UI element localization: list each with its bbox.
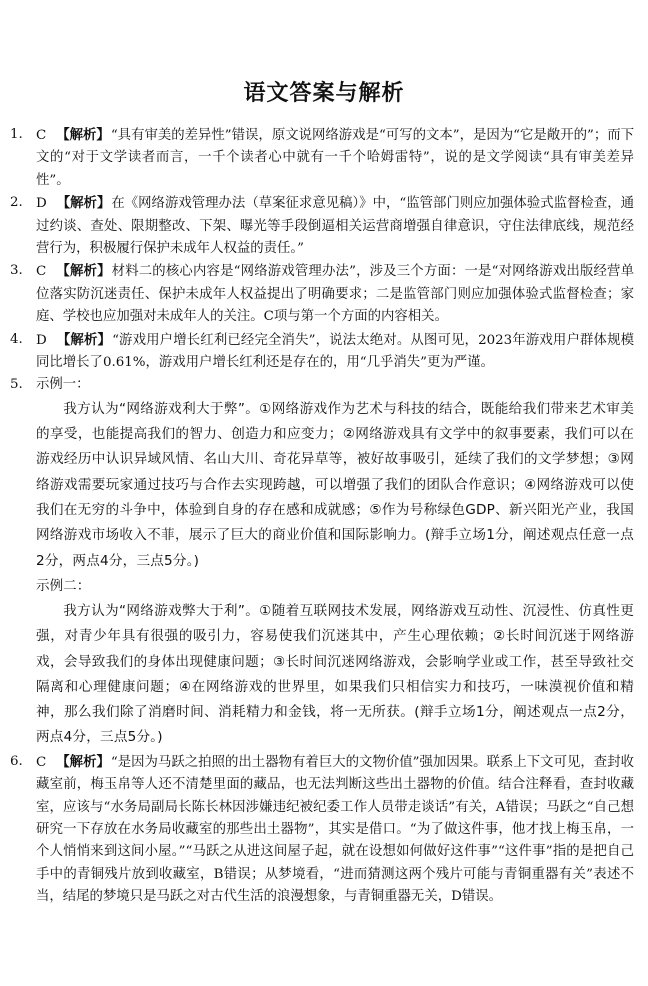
sample2-label: 示例二：: [36, 577, 91, 594]
analysis-tag: 【解析】: [56, 127, 110, 143]
item-answer: C: [36, 754, 47, 770]
sample1-heading: [10, 374, 634, 396]
item-text: “是因为马跃之拍照的出土器物有着巨大的文物价值”强加因果。联系上下文可见，查封收藏室前，梅玉帛等人还不清楚里面的藏品，也无法判断这些出土器物的价值。结合注释看，查封收藏室，应该与“水务局副局长陈长林因涉嫌违纪被纪委工作人员带走谈话”有关，A错误；马跃之“自己想研究一下存放在水务局收藏室的那些出土器物”，其实是借口。“为了做这件事，他才找上梅玉帛，一个人悄悄来到这间小屋。”“马跃之从进这间屋子起，就在设想如何做好这件事”“这件事”指的是把自己手中的青铜残片放到收藏室，B错误；从梦境看，“进而猜测这两个残片可能与青铜重器有关”表述不当，结尾的梦境只是马跃之对古代生活的浪漫想象，与青铜重器无关，D错误。: [36, 754, 634, 905]
analysis-tag: 【解析】: [56, 753, 110, 770]
analysis-tag: 【解析】: [56, 195, 111, 212]
answer-item-6: [10, 751, 634, 909]
answer-item-3: [10, 260, 634, 328]
item-number: 1.: [10, 127, 23, 142]
item-number: 2.: [10, 195, 23, 211]
answer-item-1: [10, 124, 634, 192]
item-answer: C: [36, 128, 47, 143]
answer-item-2: [10, 192, 634, 260]
item-number: 3.: [10, 263, 23, 279]
item-answer: D: [36, 332, 47, 348]
item-text: “游戏用户增长红利已经完全消失”，说法太绝对。从图可见，2023年游戏用户群体规模同比增长了0.61%，游戏用户增长红利还是存在的，用“几乎消失”更为严谨。: [36, 332, 634, 371]
analysis-tag: 【解析】: [56, 263, 111, 280]
item-text: 在《网络游戏管理办法（草案征求意见稿）》中，“监管部门则应加强体验式监督检查，通过约谈、查处、限期整改、下架、曝光等手段倒逼相关运营商增强自律意识，守住法律底线，规范经营行为，积极履行保护未成年人权益的责任。”: [36, 196, 634, 257]
page-title: 语文答案与解析: [243, 80, 405, 106]
analysis-tag: 【解析】: [56, 331, 112, 348]
item-answer: D: [36, 196, 47, 212]
answer-item-5: [10, 374, 634, 750]
answer-item-4: [10, 329, 634, 375]
answer-list: [10, 124, 634, 909]
sample2-paragraph: 我方认为“网络游戏弊大于利”。①随着互联网技术发展，网络游戏互动性、沉浸性、仿真性更强，对青少年具有很强的吸引力，容易使我们沉迷其中，产生心理依赖；②长时间沉迷于网络游戏，会导致我们的身体出现健康问题；③长时间沉迷网络游戏，会影响学业或工作，甚至导致社交隔离和心理健康问题；④在网络游戏的世界里，如果我们只相信实力和技巧，一味漠视价值和精神，那么我们除了消磨时间、消耗精力和金钱，将一无所获。(辩手立场1分，阐述观点一点2分，两点4分，三点5分。): [36, 602, 634, 746]
item-text: “具有审美的差异性”错误，原文说网络游戏是“可写的文本”，是因为“它是敞开的”；而下文的“对于文学读者而言，一千个读者心中就有一千个哈姆雷特”，说的是文学阅读“具有审美差异性”。: [36, 128, 635, 188]
sample1-paragraph: 我方认为“网络游戏利大于弊”。①网络游戏作为艺术与科技的结合，既能给我们带来艺术审美的享受，也能提高我们的智力、创造力和应变力；②网络游戏具有文学中的叙事要素，我们可以在游戏经历中认识异域风情、名山大川、奇花异草等，被好故事吸引，延续了我们的文学梦想；③网络游戏需要玩家通过技巧与合作去实现跨越，可以增强了我们的团队合作意识；④网络游戏可以使我们在无穷的斗争中，体验到自身的存在感和成就感；⑤作为号称绿色GDP、新兴阳光产业，我国网络游戏市场收入不菲，展示了巨大的商业价值和国际影响力。(辩手立场1分，阐述观点任意一点2分，两点4分，三点5分。): [36, 400, 634, 569]
item-number: 4.: [10, 331, 23, 347]
item-answer: C: [36, 264, 47, 280]
item-number: 5.: [10, 377, 23, 393]
item-text: 材料二的核心内容是“网络游戏管理办法”，涉及三个方面：一是“对网络游戏出版经营单位落实防沉迷责任、保护未成年人权益提出了明确要求；二是监管部门则应加强体验式监督检查；家庭、学校也应加强对未成年人的关注。C项与第一个方面的内容相关。: [36, 264, 634, 325]
item-number: 6.: [10, 753, 23, 769]
sample1-label: 示例一：: [36, 377, 90, 393]
